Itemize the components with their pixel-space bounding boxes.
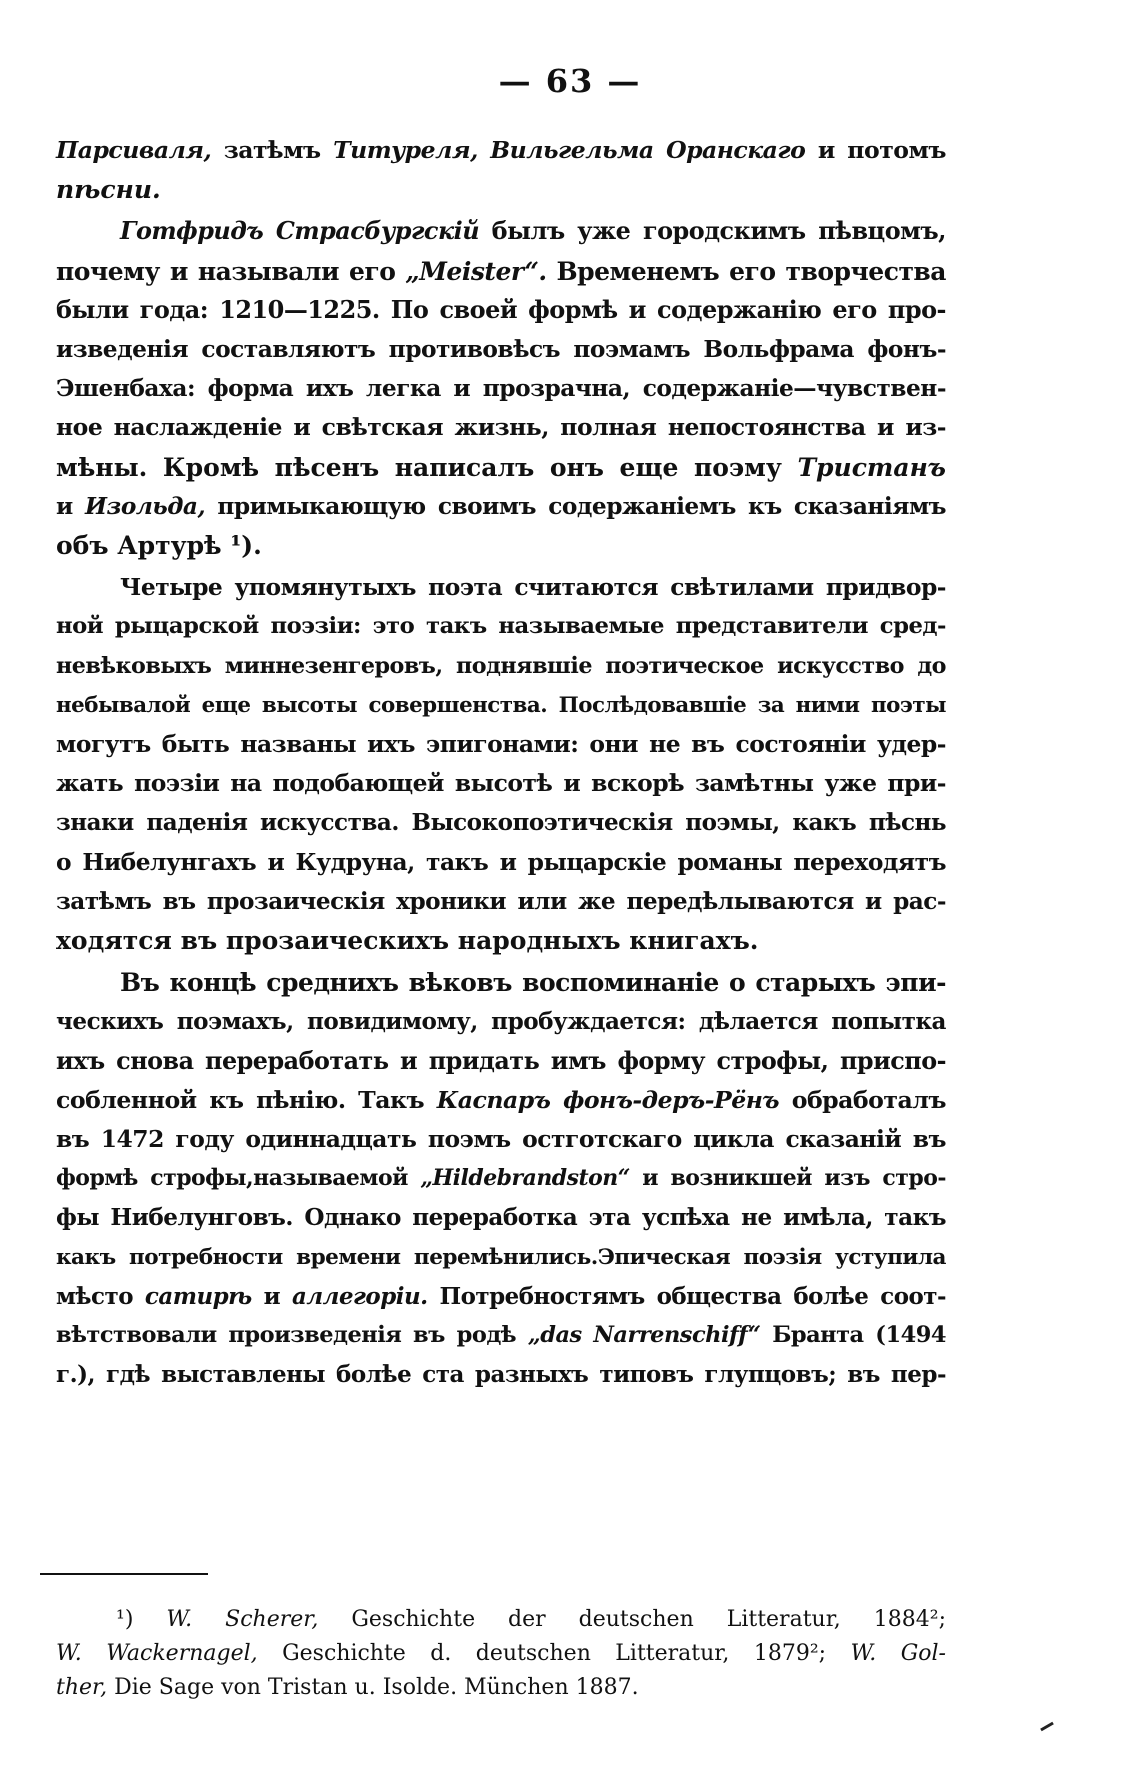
text-line: объ Артурѣ ¹). [56,531,262,561]
text-run: и [56,492,86,520]
text-line [56,487,946,526]
text-run: Бранта (1494 [760,1322,946,1349]
paragraph-3 [56,568,946,960]
name-willehalm: Вильгельма Оранскаго [490,136,806,164]
text-line: Четыре упомянутыхъ поэта считаются свѣтилами придвор- [120,573,946,602]
main-text [56,131,946,1395]
text-line [56,1081,946,1120]
text-line: невѣковыхъ миннезенгеровъ, поднявшіе поэтическое искусство до [56,652,946,679]
text-run: и [251,1282,293,1310]
text-line: какъ потребности времени перемѣнились.Эпическая поэзія уступила [56,1244,946,1270]
word-meister: „Meister“. [405,256,547,286]
word-narrenschiff: „das Narrenschiff“ [527,1322,761,1349]
text-run: Die Sage von Tristan u. Isolde. München 1887. [107,1675,639,1700]
name-titurel: Титуреля, [333,136,478,164]
text-line [56,1277,946,1316]
word-allegory: аллегоріи. [292,1282,428,1310]
footnote-line [56,1603,946,1637]
text-line: изведенія составляютъ противовѣсъ поэмамъ Вольфрама фонъ- [56,336,946,364]
text-line: ходятся въ прозаическихъ народныхъ книгахъ. [56,926,759,956]
paragraph-1 [56,131,946,209]
text-run: и потомъ [805,136,946,164]
name-tristan: Тристанъ [797,452,946,482]
text-line: фы Нибелунговъ. Однако переработка эта успѣха не имѣла, такъ [56,1204,946,1232]
word-songs: пѣсни. [56,175,161,205]
footnote-line [56,1637,946,1671]
text-line: небывалой еще высоты совершенства. Послѣдовавшіе за ними поэты [56,692,946,718]
name-isolde: Изольда, [85,492,206,520]
name-kaspar: Каспаръ фонъ-деръ-Рёнъ [436,1085,780,1114]
text-line: были года: 1210—1225. По своей формѣ и содержанію его про- [56,295,946,324]
name-parzival: Парсиваля, [56,136,212,164]
text-run: почему и называли его [56,256,406,286]
author-wackernagel: W. Wackernagel, [56,1641,258,1666]
text-run: вѣтствовали произведенія въ родѣ [56,1322,528,1349]
text-run: мѣны. Кромѣ пѣсенъ написалъ онъ еще поэму [56,452,798,482]
text-line: ихъ снова переработать и придать имъ форму строфы, приспо- [56,1046,946,1075]
text-line: Эшенбаха: форма ихъ легка и прозрачна, содержаніе—чувствен- [56,375,946,403]
footnote-line [56,1671,946,1705]
text-run: Geschichte d. deutschen Litteratur, 1879²; [257,1641,851,1666]
text-run: Временемъ его творчества [546,256,946,286]
author-golther: W. Gol- [850,1641,946,1666]
text-run: ¹) [116,1607,167,1632]
text-run [478,136,491,164]
text-line: знаки паденія искусства. Высокопоэтическія поэмы, какъ пѣснь [56,809,946,837]
text-line [56,212,946,251]
text-run: мѣсто [56,1282,145,1310]
text-run: примыкающую своимъ содержаніемъ къ сказаніямъ [205,492,947,520]
text-run: Geschichte der deutschen Litteratur, 1884²; [318,1607,946,1632]
page-number: — 63 — [498,62,642,100]
text-line [56,252,946,291]
footnote-rule [40,1573,208,1575]
author-golther-cont: ther, [56,1675,108,1700]
text-run: обработалъ [779,1085,946,1114]
text-run: и возникшей изъ стро- [629,1165,947,1192]
text-line: ческихъ поэмахъ, повидимому, пробуждается: дѣлается попытка [56,1008,946,1036]
text-run: затѣмъ [211,136,334,164]
text-line: о Нибелунгахъ и Кудруна, такъ и рыцарскіе романы переходятъ [56,848,946,876]
text-line: могутъ быть названы ихъ эпигонами: они не въ состояніи удер- [56,730,946,759]
paragraph-2 [56,212,946,565]
footnote [56,1603,946,1705]
stray-mark [1040,1722,1054,1732]
text-line: жать поэзіи на подобающей высотѣ и вскорѣ замѣтны уже при- [56,769,946,798]
text-line [56,448,946,487]
text-line: ное наслажденіе и свѣтская жизнь, полная непостоянства и из- [56,413,946,442]
text-line: въ 1472 году одиннадцать поэмъ остготскаго цикла сказаній въ [56,1125,946,1154]
text-line: Въ концѣ среднихъ вѣковъ воспоминаніе о старыхъ эпи- [120,968,946,998]
text-line [56,1316,946,1355]
author-scherer: W. Scherer, [166,1607,319,1632]
text-run: формѣ строфы,называемой [56,1165,421,1192]
name-gottfried: Готфридъ Страсбургскій [120,217,480,246]
text-line: затѣмъ въ прозаическія хроники или же передѣлываются и рас- [56,887,946,915]
paragraph-4 [56,963,946,1394]
text-line [56,1159,946,1198]
text-run: былъ уже городскимъ пѣвцомъ, [479,217,946,246]
text-run: Потребностямъ общества болѣе соот- [427,1282,946,1310]
text-line [56,170,946,209]
word-hildebrandston: „Hildebrandston“ [420,1165,630,1192]
text-line: г.), гдѣ выставлены болѣе ста разныхъ типовъ глупцовъ; въ пер- [56,1361,946,1389]
text-line: ной рыцарской поэзіи: это такъ называемые представители сред- [56,613,946,640]
text-line [56,131,946,170]
word-satire: сатирѣ [144,1282,252,1310]
text-run: собленной къ пѣнію. Такъ [56,1085,437,1114]
